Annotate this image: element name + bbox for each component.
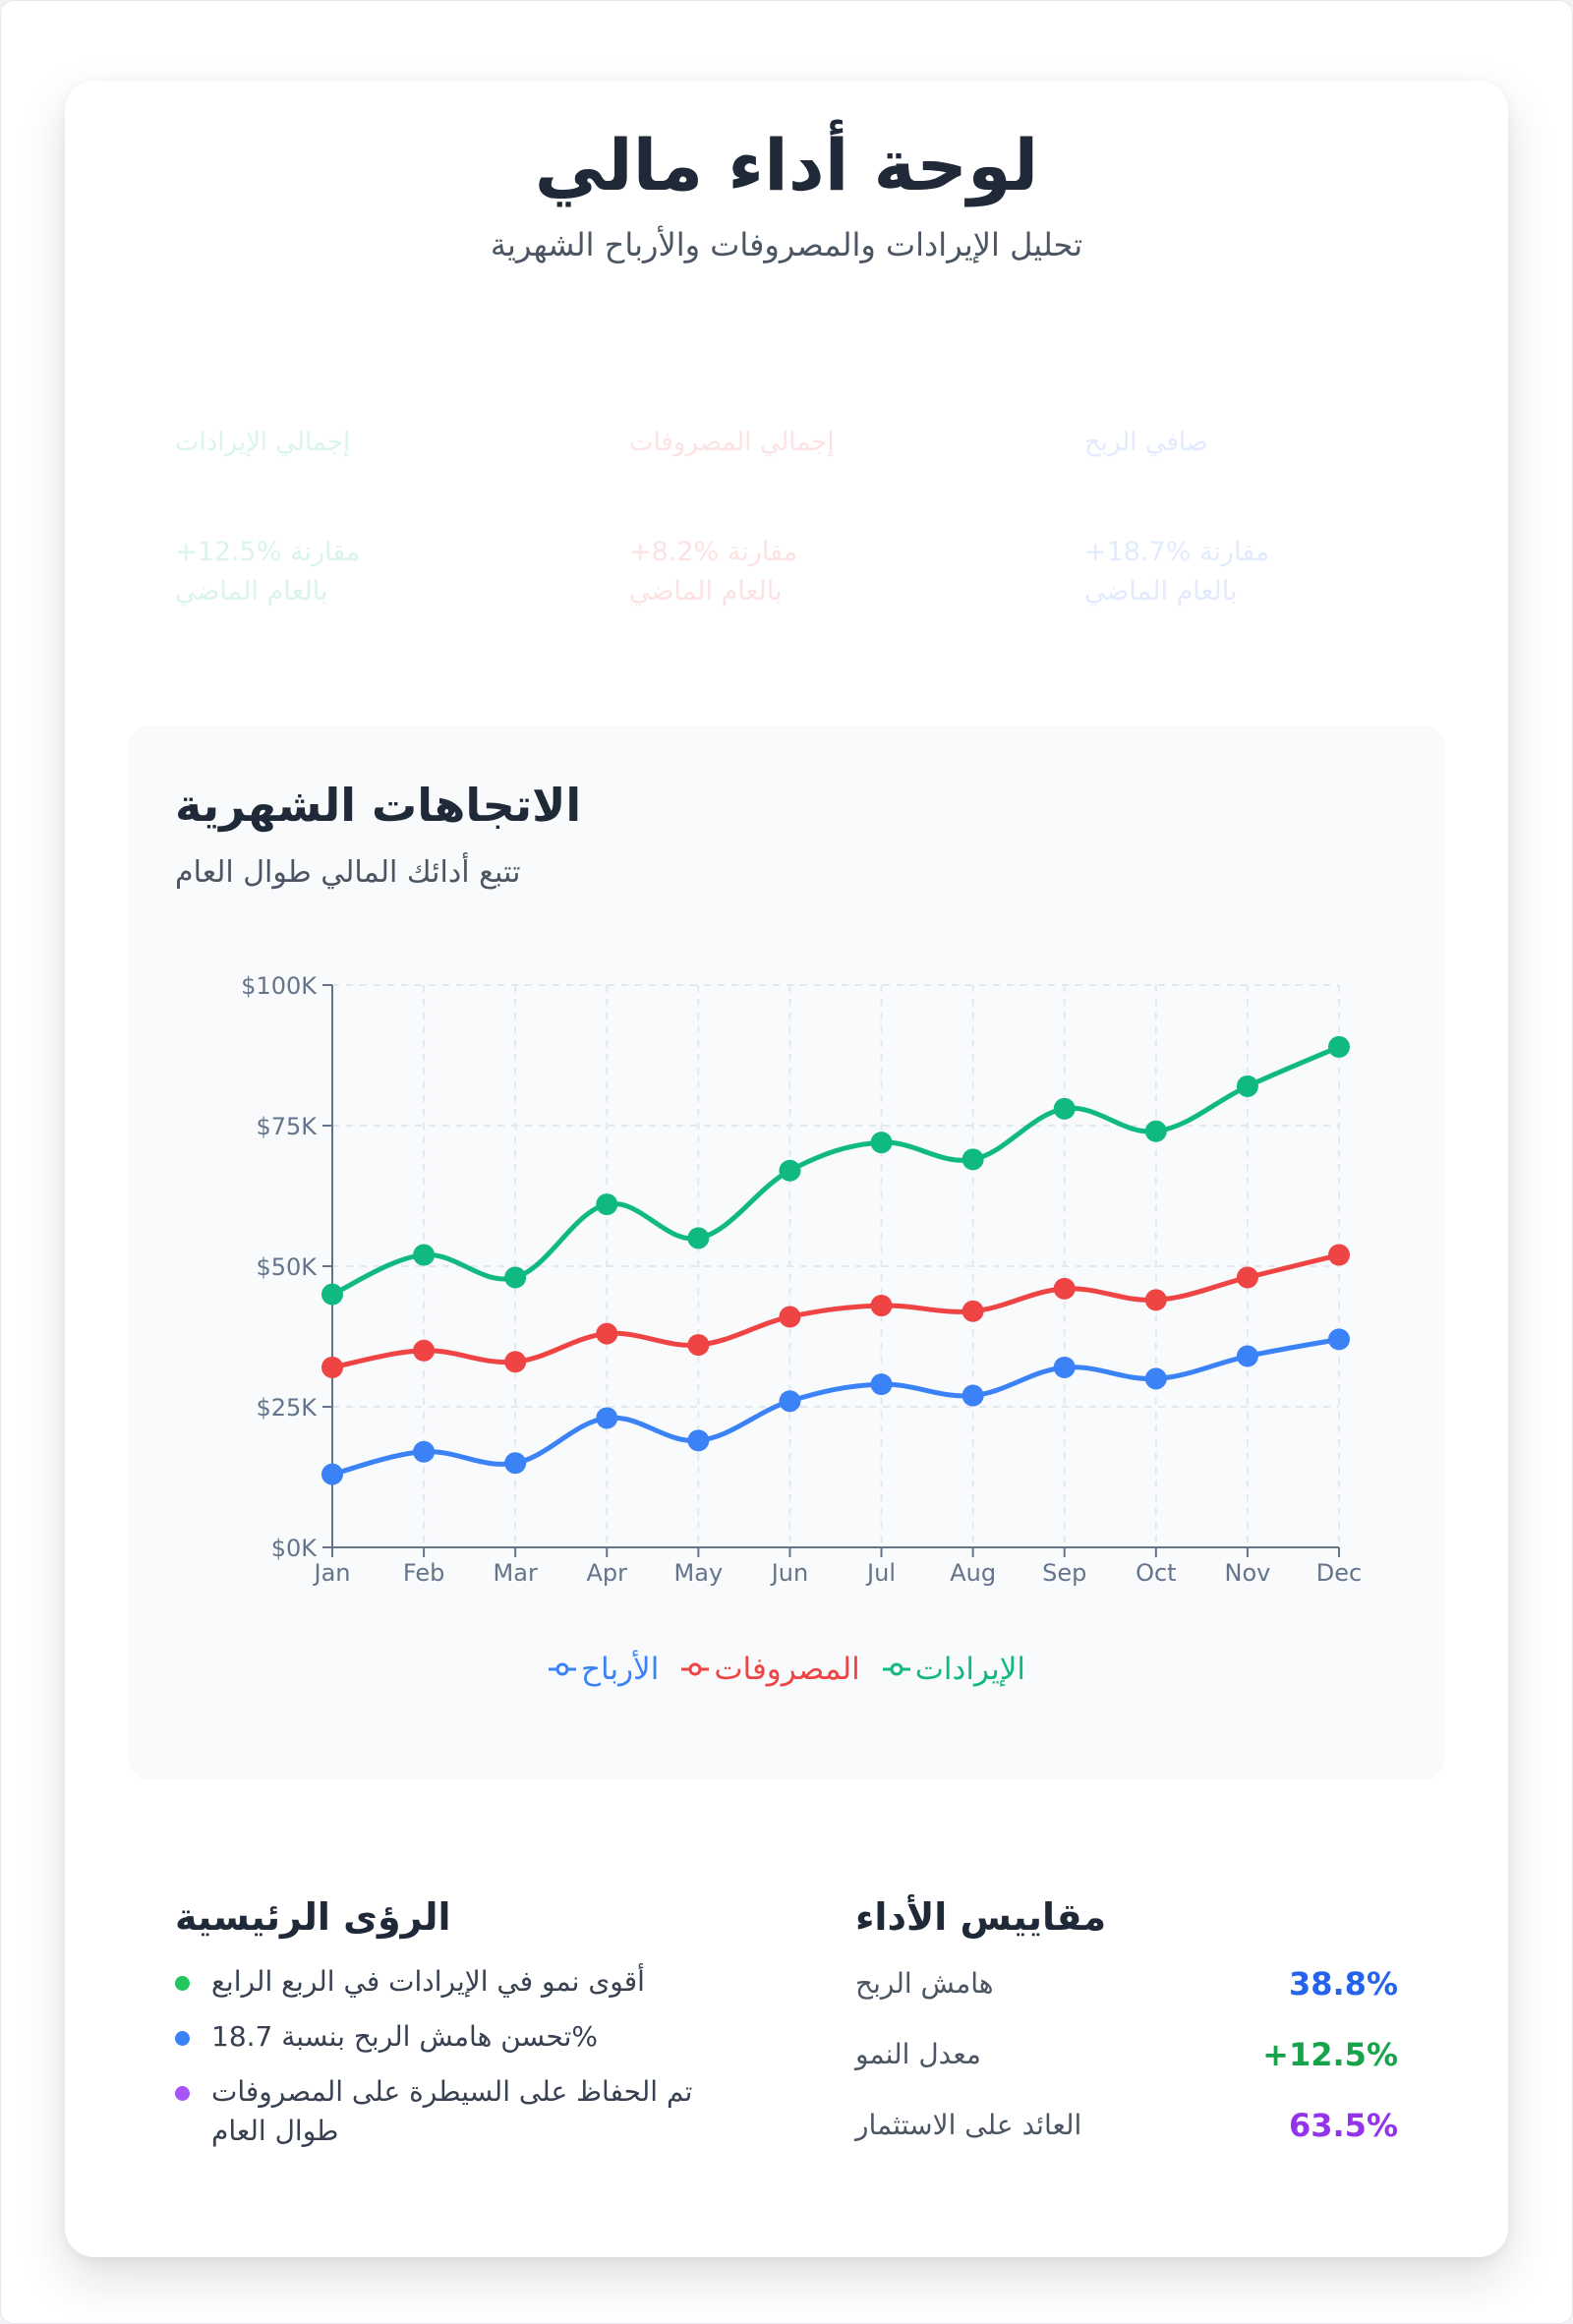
data-point bbox=[962, 1148, 984, 1170]
data-point bbox=[962, 1385, 984, 1407]
stat-profit bbox=[1084, 423, 1409, 611]
legend-label-profit: الأرباح bbox=[581, 1652, 660, 1687]
data-point bbox=[1328, 1245, 1350, 1266]
data-point bbox=[321, 1284, 343, 1306]
data-point bbox=[962, 1301, 984, 1322]
legend-swatch-expenses bbox=[680, 1661, 710, 1677]
data-point bbox=[1145, 1367, 1167, 1389]
insight-item bbox=[175, 1962, 726, 2002]
stat-expenses bbox=[629, 423, 954, 611]
trends-title: الاتجاهات الشهرية bbox=[175, 779, 582, 832]
x-tick-label: Jul bbox=[867, 1559, 897, 1587]
chart-legend bbox=[0, 1648, 1573, 1691]
data-point bbox=[871, 1373, 893, 1395]
y-tick-label: $100K bbox=[241, 972, 317, 1000]
metric-value: +12.5% bbox=[1262, 2036, 1398, 2073]
data-point bbox=[1054, 1278, 1076, 1300]
data-point bbox=[321, 1464, 343, 1485]
y-tick-label: $0K bbox=[270, 1535, 317, 1562]
metric-profit-margin bbox=[855, 1960, 1398, 2007]
data-point bbox=[871, 1295, 893, 1316]
data-point bbox=[1237, 1266, 1258, 1288]
data-point bbox=[504, 1452, 526, 1474]
stat-profit-change: +18.7% مقارنة بالعام الماضي bbox=[1084, 537, 1270, 607]
page-subtitle: تحليل الإيرادات والمصروفات والأرباح الشهرية bbox=[490, 226, 1083, 263]
metric-roi bbox=[855, 2102, 1398, 2149]
x-tick-label: Sep bbox=[1042, 1559, 1087, 1587]
data-point bbox=[321, 1357, 343, 1378]
insight-bullet bbox=[175, 2086, 190, 2101]
legend-label-revenue: الإيرادات bbox=[914, 1652, 1025, 1687]
data-point bbox=[504, 1266, 526, 1288]
y-tick-label: $25K bbox=[256, 1394, 317, 1422]
metric-label: هامش الربح bbox=[855, 1967, 994, 2000]
y-tick-label: $50K bbox=[256, 1253, 317, 1281]
stat-expenses-change: +8.2% مقارنة بالعام الماضي bbox=[629, 537, 798, 607]
insight-item bbox=[175, 2072, 726, 2151]
legend-swatch-revenue bbox=[882, 1661, 911, 1677]
metric-value: 38.8% bbox=[1288, 1965, 1398, 2003]
data-point bbox=[687, 1227, 709, 1249]
data-point bbox=[1054, 1098, 1076, 1120]
data-point bbox=[596, 1323, 617, 1345]
metrics-title: مقاييس الأداء bbox=[855, 1895, 1107, 1939]
stat-revenue bbox=[175, 423, 499, 611]
stat-revenue-change: +12.5% مقارنة بالعام الماضي bbox=[175, 537, 361, 607]
insight-text: أقوى نمو في الإيرادات في الربع الرابع bbox=[211, 1965, 645, 1998]
data-point bbox=[504, 1351, 526, 1372]
data-point bbox=[687, 1334, 709, 1356]
data-point bbox=[413, 1340, 435, 1362]
metric-growth-rate bbox=[855, 2031, 1398, 2078]
stat-expenses-label: إجمالي المصروفات bbox=[629, 428, 835, 457]
stat-profit-label: صافي الربح bbox=[1084, 428, 1208, 457]
x-tick-label: Jun bbox=[771, 1559, 809, 1587]
data-point bbox=[596, 1193, 617, 1215]
data-point bbox=[1145, 1289, 1167, 1310]
data-point bbox=[1237, 1075, 1258, 1097]
data-point bbox=[1237, 1346, 1258, 1367]
insight-text: تم الحفاظ على السيطرة على المصروفات طوال العام bbox=[211, 2075, 693, 2147]
x-tick-label: Aug bbox=[950, 1559, 997, 1587]
insight-item bbox=[175, 2017, 726, 2057]
data-point bbox=[596, 1407, 617, 1428]
data-point bbox=[1328, 1328, 1350, 1350]
legend-swatch-profit bbox=[548, 1661, 577, 1677]
data-point bbox=[1328, 1036, 1350, 1058]
insights-title: الرؤى الرئيسية bbox=[175, 1895, 451, 1939]
legend-item-revenue[interactable] bbox=[882, 1648, 1025, 1691]
legend-item-profit[interactable] bbox=[548, 1648, 659, 1691]
legend-label-expenses: المصروفات bbox=[714, 1652, 860, 1687]
x-tick-label: Dec bbox=[1315, 1559, 1363, 1587]
insight-text: تحسن هامش الربح بنسبة 18.7% bbox=[211, 2020, 599, 2053]
x-tick-label: Mar bbox=[493, 1559, 538, 1587]
x-tick-label: Nov bbox=[1224, 1559, 1271, 1587]
stat-revenue-label: إجمالي الإيرادات bbox=[175, 428, 351, 457]
metric-label: العائد على الاستثمار bbox=[855, 2109, 1082, 2141]
legend-item-expenses[interactable] bbox=[680, 1648, 859, 1691]
trends-subtitle: تتبع أدائك المالي طوال العام bbox=[175, 855, 521, 890]
x-tick-label: Oct bbox=[1136, 1559, 1177, 1587]
data-point bbox=[779, 1390, 800, 1412]
page-title: لوحة أداء مالي bbox=[534, 124, 1039, 206]
data-point bbox=[1145, 1121, 1167, 1142]
data-point bbox=[687, 1429, 709, 1451]
data-point bbox=[413, 1441, 435, 1463]
data-point bbox=[1054, 1357, 1076, 1378]
metric-value: 63.5% bbox=[1288, 2107, 1398, 2144]
insight-bullet bbox=[175, 1976, 190, 1991]
x-tick-label: Feb bbox=[402, 1559, 445, 1587]
y-tick-label: $75K bbox=[256, 1113, 317, 1140]
data-point bbox=[871, 1132, 893, 1153]
insight-bullet bbox=[175, 2031, 190, 2046]
x-tick-label: Jan bbox=[314, 1559, 351, 1587]
x-tick-label: Apr bbox=[586, 1559, 628, 1587]
data-point bbox=[779, 1306, 800, 1327]
x-tick-label: May bbox=[673, 1559, 724, 1587]
data-point bbox=[779, 1160, 800, 1182]
data-point bbox=[413, 1245, 435, 1266]
metric-label: معدل النمو bbox=[855, 2038, 981, 2070]
